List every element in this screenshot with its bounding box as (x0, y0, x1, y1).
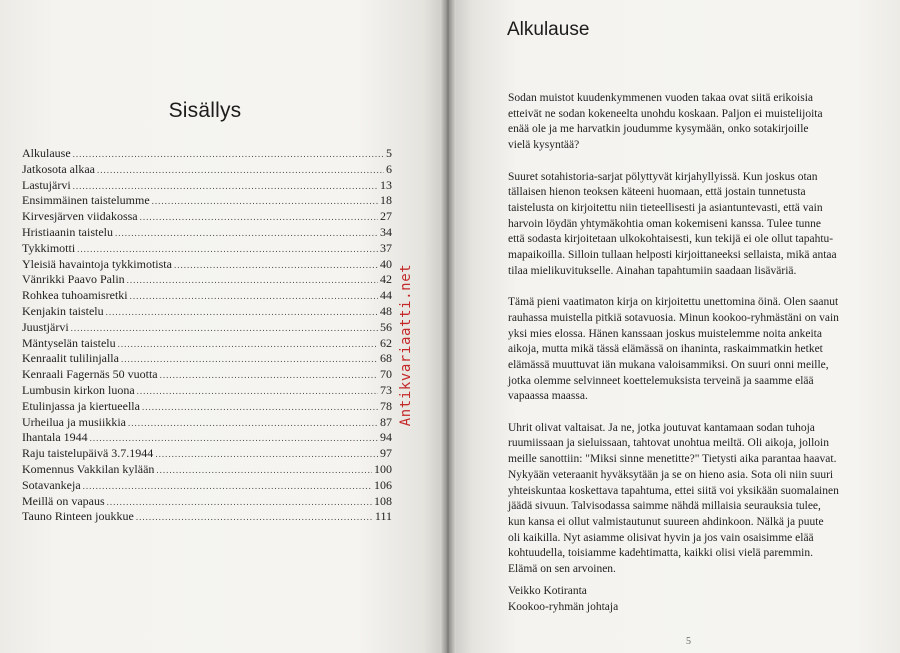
toc-entry-title: Hristiaanin taistelu (22, 224, 113, 239)
preface-line: ruumiissaan ja sieluissaan, tahtovat unohtua meiltä. Oli aikoja, jolloin (508, 437, 829, 450)
toc-entry-page: 94 (380, 430, 392, 445)
toc-entry-title: Etulinjassa ja kiertueella (22, 398, 140, 413)
toc-dot-leader (90, 431, 378, 447)
toc-entry-page: 87 (380, 414, 392, 429)
toc-dot-leader (118, 337, 378, 353)
toc-dot-leader (140, 210, 378, 226)
toc-entry-page: 97 (380, 446, 392, 461)
toc-entry-page: 34 (380, 224, 392, 239)
toc-entry-title: Ihantala 1944 (22, 430, 88, 445)
preface-line: tilaa mielikuvitukselle. Ainahan tapahtumiin saadaan lisäväriä. (508, 264, 797, 277)
preface-line: Sodan muistot kuudenkymmenen vuoden takaa ovat siitä erikoisia (508, 92, 814, 104)
toc-dot-leader (115, 226, 378, 242)
toc-dot-leader (142, 400, 378, 416)
toc-dot-leader (137, 384, 378, 400)
toc-entry-page: 68 (380, 351, 392, 366)
preface-line: vapaassa maassa. (508, 390, 588, 403)
preface-line: jäädä sivuun. Talvisodassa saimme nähdä millaisia seurauksia tulee, (508, 500, 821, 513)
toc-entry-page: 48 (380, 303, 392, 318)
preface-title: Alkulause (507, 19, 590, 40)
preface-line: rauhassa muistella pitkiä sotavuosia. Minun kookoo-ryhmästäni on vain (508, 311, 839, 324)
toc-dot-leader (128, 416, 378, 432)
toc-entry (22, 320, 392, 336)
toc-entry-page: 44 (380, 288, 392, 303)
preface-body (508, 91, 863, 593)
preface-line: yhteiskuntaa koskettava tapahtuma, ettei siitä voi yksikään suomalainen (508, 484, 839, 497)
toc-entry (22, 509, 392, 525)
toc-entry-title: Lumbusin kirkon luona (22, 382, 135, 397)
toc-dot-leader (174, 258, 378, 274)
page-number: 5 (686, 636, 691, 647)
toc-entry-title: Tykkimotti (22, 240, 76, 255)
toc-entry-title: Komennus Vakkilan kylään (22, 461, 155, 476)
preface-line: mapaikoilla. Silloin tullaan helposti kirjoittaneeksi sellaista, mikä antaa (508, 249, 837, 262)
toc-entry-page: 56 (380, 319, 392, 334)
toc-entry (22, 383, 392, 399)
toc-entry (22, 415, 392, 431)
toc-dot-leader (152, 194, 378, 210)
preface-paragraph (508, 421, 863, 578)
preface-paragraph (508, 91, 863, 154)
toc-entry-page: 27 (380, 209, 392, 224)
preface-line: Tämä pieni vaatimaton kirja on kirjoitettu unettomina öinä. Olen saanut (508, 296, 839, 309)
preface-line: Nykyään veteraanit hyväksytään ja se on hieno asia. Sota oli niin suuri (508, 468, 834, 481)
preface-line: aikoja, mutta mikä tässä elämässä on ihaninta, raskaimmatkin hetket (508, 343, 823, 356)
preface-line: enää ole ja me harvatkin joudumme kysymään, onko sotakirjoille (508, 123, 809, 136)
toc-dot-leader (77, 242, 378, 258)
toc-entry-title: Jatkosota alkaa (22, 161, 95, 176)
preface-line: harvoin löydän yhtymäkohtia oman kokemiseni kanssa. Tulee tunne (508, 217, 822, 230)
preface-line: etteivät ne sodan kokeneelta unohdu koskaan. Paljon ei muistelijoita (508, 107, 823, 120)
watermark (398, 250, 414, 440)
preface-line: taistelusta on kirjoitettu niin tieteellisesti ja asiantuntevasti, että vain (508, 201, 823, 214)
toc-entry-page: 78 (380, 398, 392, 413)
table-of-contents (22, 146, 392, 525)
preface-line: meille sanottiin: "Miksi sinne menetitte?" Tietysti aika parantaa haavat. (508, 453, 837, 466)
preface-line: elämässä muuttuvat iän mukana valoisammiksi. On suuri onni meille, (508, 358, 829, 371)
toc-entry (22, 478, 392, 494)
toc-entry-title: Ensimmäinen taistelumme (22, 193, 150, 208)
toc-entry (22, 209, 392, 225)
signature-name: Veikko Kotiranta (508, 585, 587, 597)
toc-dot-leader (106, 305, 378, 321)
toc-entry-title: Urheilua ja musiikkia (22, 414, 126, 429)
preface-line: kohtuudella, toisiamme kadehtimatta, kaikki olisi vielä paremmin. (508, 547, 813, 560)
toc-entry-page: 62 (380, 335, 392, 350)
toc-entry (22, 272, 392, 288)
signature (508, 583, 618, 615)
toc-entry-page: 37 (380, 240, 392, 255)
toc-entry-title: Kirvesjärven viidakossa (22, 209, 138, 224)
toc-dot-leader (83, 479, 372, 495)
toc-dot-leader (121, 352, 378, 368)
toc-entry-page: 5 (386, 146, 392, 160)
toc-dot-leader (73, 179, 378, 195)
toc-entry-title: Tauno Rinteen joukkue (22, 509, 134, 524)
toc-entry-page: 100 (374, 461, 392, 476)
toc-entry-page: 106 (374, 477, 392, 492)
preface-line: Suuret sotahistoria-sarjat pölyttyvät kirjahyllyissä. Kun joskus otan (508, 170, 818, 183)
preface-line: vielä kysyntää? (508, 139, 580, 152)
toc-entry (22, 193, 392, 209)
toc-dot-leader (130, 289, 378, 305)
preface-line: yksi mies elossa. Hänen kanssaan joskus muistelemme noita ankeita (508, 327, 822, 340)
toc-entry (22, 178, 392, 194)
toc-entry (22, 446, 392, 462)
toc-dot-leader (71, 321, 378, 337)
toc-entry-title: Alkulause (22, 146, 71, 160)
toc-entry-page: 6 (386, 161, 392, 176)
signature-role: Kookoo-ryhmän johtaja (508, 601, 619, 613)
toc-entry (22, 462, 392, 478)
toc-entry-title: Vänrikki Paavo Palin (22, 272, 125, 287)
preface-line: Elämä on sen arvoinen. (508, 563, 616, 576)
toc-entry-page: 70 (380, 367, 392, 382)
preface-line: että sodasta kirjoitetaan ulkokohtaisesti, kun tekijä ei ole ollut tapahtu- (508, 233, 834, 246)
toc-title: Sisällys (168, 99, 242, 122)
toc-entry-title: Yleisiä havaintoja tykkimotista (22, 256, 172, 271)
toc-dot-leader (97, 163, 384, 179)
toc-entry (22, 430, 392, 446)
toc-entry (22, 367, 392, 383)
toc-dot-leader (156, 463, 372, 479)
toc-entry (22, 146, 392, 162)
toc-entry-title: Kenraali Fagernäs 50 vuotta (22, 367, 158, 382)
preface-paragraph (508, 295, 863, 405)
preface-line: oli kaikilla. Nyt asiamme olisivat hyvin ja jos vain osaisimme elää (508, 531, 814, 544)
toc-entry-title: Sotavankeja (22, 477, 81, 492)
toc-entry-page: 18 (380, 193, 392, 208)
toc-entry (22, 351, 392, 367)
toc-entry-title: Mäntyselän taistelu (22, 335, 116, 350)
toc-entry-title: Juustjärvi (22, 319, 69, 334)
preface-line: kun kansa ei ollut valmistautunut suureen ahdinkoon. Nälkä ja puute (508, 515, 824, 528)
book-gutter (440, 0, 456, 653)
toc-entry-title: Kenjakin taistelu (22, 303, 104, 318)
toc-entry-title: Raju taistelupäivä 3.7.1944 (22, 446, 154, 461)
toc-entry (22, 162, 392, 178)
toc-entry-page: 111 (374, 509, 392, 524)
toc-dot-leader (127, 273, 378, 289)
toc-dot-leader (155, 447, 378, 463)
toc-entry-page: 108 (374, 493, 392, 508)
toc-entry (22, 288, 392, 304)
toc-dot-leader (107, 495, 372, 511)
toc-entry (22, 336, 392, 352)
toc-entry-title: Rohkea tuhoamisretki (22, 288, 128, 303)
preface-paragraph (508, 170, 863, 280)
toc-entry-page: 42 (380, 272, 392, 287)
toc-entry-page: 73 (380, 382, 392, 397)
toc-entry-title: Kenraalit tulilinjalla (22, 351, 119, 366)
toc-dot-leader (73, 147, 384, 163)
watermark-text: Antikvariaatti.net (398, 263, 414, 427)
toc-dot-leader (160, 368, 378, 384)
toc-entry (22, 304, 392, 320)
toc-entry-page: 40 (380, 256, 392, 271)
toc-entry-title: Lastujärvi (22, 177, 71, 192)
toc-entry-page: 13 (380, 177, 392, 192)
toc-entry (22, 494, 392, 510)
toc-entry (22, 399, 392, 415)
toc-entry (22, 241, 392, 257)
toc-dot-leader (136, 510, 373, 526)
toc-entry (22, 225, 392, 241)
preface-line: Uhrit olivat valtaisat. Ja ne, jotka joutuvat kantamaan sodan tuhoja (508, 421, 815, 434)
preface-line: jotka olemme selvinneet koettelemuksista terveinä ja saamme elää (508, 374, 814, 387)
preface-line: tällaisen hienon teoksen käteeni huomaan, että jostain tunnetusta (508, 186, 806, 199)
toc-entry-title: Meillä on vapaus (22, 493, 105, 508)
toc-entry (22, 257, 392, 273)
